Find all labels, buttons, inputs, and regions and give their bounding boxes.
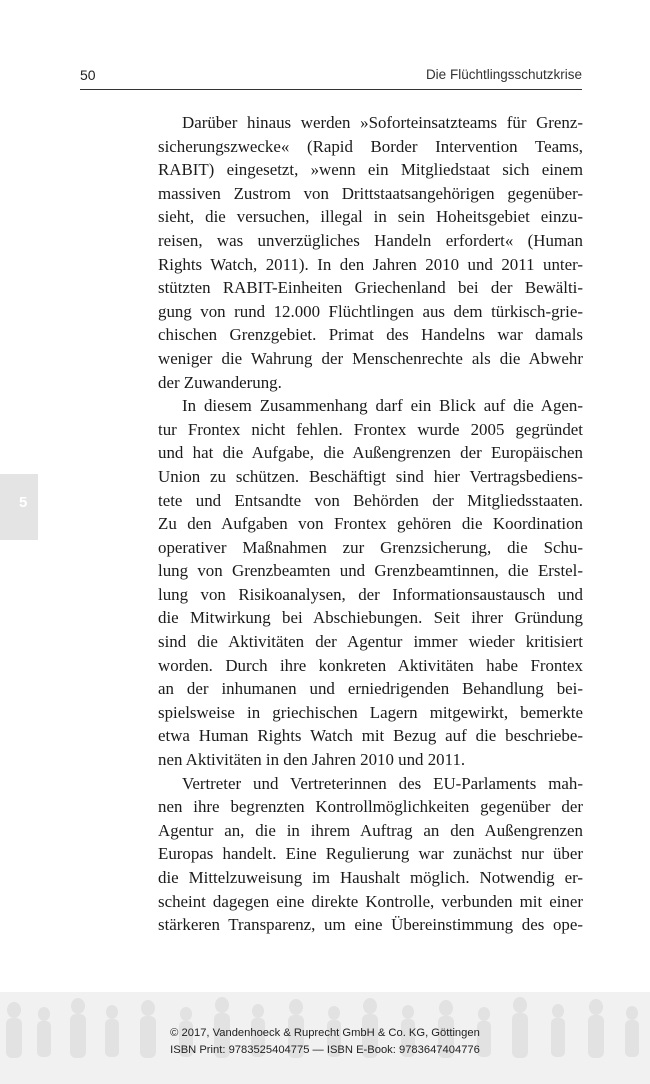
chapter-number: 5 — [19, 494, 28, 511]
text-line: worden. Durch ihre konkreten Aktivitäten habe Frontex — [158, 655, 583, 675]
text-line: tete und Entsandte von Behörden der Mitgliedsstaaten. — [158, 490, 583, 510]
text-line: Europas handelt. Eine Regulierung war zunächst nur über — [158, 844, 583, 864]
text-line: spielsweise in griechischen Lagern mitgewirkt, bemerkte — [158, 702, 583, 722]
text-line: gung von rund 12.000 Flüchtlingen aus dem türkisch-grie- — [158, 301, 583, 321]
text-line: RABIT) eingesetzt, »wenn ein Mitgliedstaat sich einem — [158, 160, 583, 180]
text-line: stützten RABIT-Einheiten Griechenland bei der Bewälti- — [158, 278, 583, 298]
text-line: und hat die Aufgabe, die Außengrenzen der Europäischen — [158, 443, 583, 463]
text-line: etwa Human Rights Watch mit Bezug auf die beschriebe- — [158, 726, 583, 746]
chapter-tab — [0, 474, 38, 540]
isbn-line: ISBN Print: 9783525404775 — ISBN E-Book: 9783647404776 — [170, 1044, 480, 1056]
text-line: Vertreter und Vertreterinnen des EU-Parlaments mah- — [182, 773, 583, 793]
running-header — [80, 65, 582, 90]
text-line: reisen, was unverzügliches Handeln erfordert« (Human — [158, 230, 583, 250]
text-line: nen Aktivitäten in den Jahren 2010 und 2011. — [158, 750, 466, 770]
text-line: an der inhumanen und erniedrigenden Behandlung bei- — [158, 679, 583, 699]
text-line: nen ihre begrenzten Kontrollmöglichkeiten gegenüber der — [158, 797, 583, 817]
running-title: Die Flüchtlingsschutzkrise — [425, 67, 582, 82]
text-line: Union zu schützen. Beschäftigt sind hier Vertragsbediens- — [158, 466, 583, 486]
text-line: Rights Watch, 2011). In den Jahren 2010 und 2011 unter- — [158, 254, 583, 274]
text-line: stärkeren Transparenz, um eine Übereinstimmung des ope- — [158, 915, 583, 935]
text-line: sieht, die versuchen, illegal in sein Hoheitsgebiet einzu- — [158, 207, 583, 227]
text-line: chischen Grenzgebiet. Primat des Handelns war damals — [158, 325, 583, 345]
text-line: Darüber hinaus werden »Soforteinsatzteams für Grenz- — [182, 113, 583, 132]
text-line: lung von Grenzbeamten und Grenzbeamtinnen, die Erstel- — [158, 561, 583, 581]
text-line: operativer Maßnahmen zur Grenzsicherung, die Schu- — [158, 537, 583, 557]
text-line: sind die Aktivitäten der Agentur immer wieder kritisiert — [158, 632, 583, 652]
text-line: Agentur an, die in ihrem Auftrag an den Außengrenzen — [158, 820, 583, 840]
text-line: sicherungszwecke« (Rapid Border Intervention Teams, — [158, 136, 583, 156]
text-line: der Zuwanderung. — [158, 372, 282, 392]
text-line: Zu den Aufgaben von Frontex gehören die Koordination — [158, 514, 583, 534]
body-text — [158, 111, 583, 937]
text-line: die Mitwirkung bei Abschiebungen. Seit ihrer Gründung — [158, 608, 583, 628]
text-line: massiven Zustrom von Drittstaatsangehörigen gegenüber- — [158, 183, 583, 203]
text-line: In diesem Zusammenhang darf ein Blick auf die Agen- — [182, 396, 583, 416]
text-line: lung von Risikoanalysen, der Informationsaustausch und — [158, 584, 583, 604]
copyright-line: © 2017, Vandenhoeck & Ruprecht GmbH & Co. KG, Göttingen — [170, 1027, 480, 1039]
page-number: 50 — [80, 67, 96, 83]
text-line: tur Frontex nicht fehlen. Frontex wurde 2005 gegründet — [158, 419, 583, 439]
text-line: die Mittelzuweisung im Haushalt möglich. Notwendig er- — [158, 868, 583, 887]
footer-imprint — [0, 1025, 650, 1059]
text-line: weniger die Wahrung der Menschenrechte als die Abwehr — [158, 348, 583, 368]
text-line: scheint dagegen eine direkte Kontrolle, verbunden mit einer — [158, 891, 583, 911]
